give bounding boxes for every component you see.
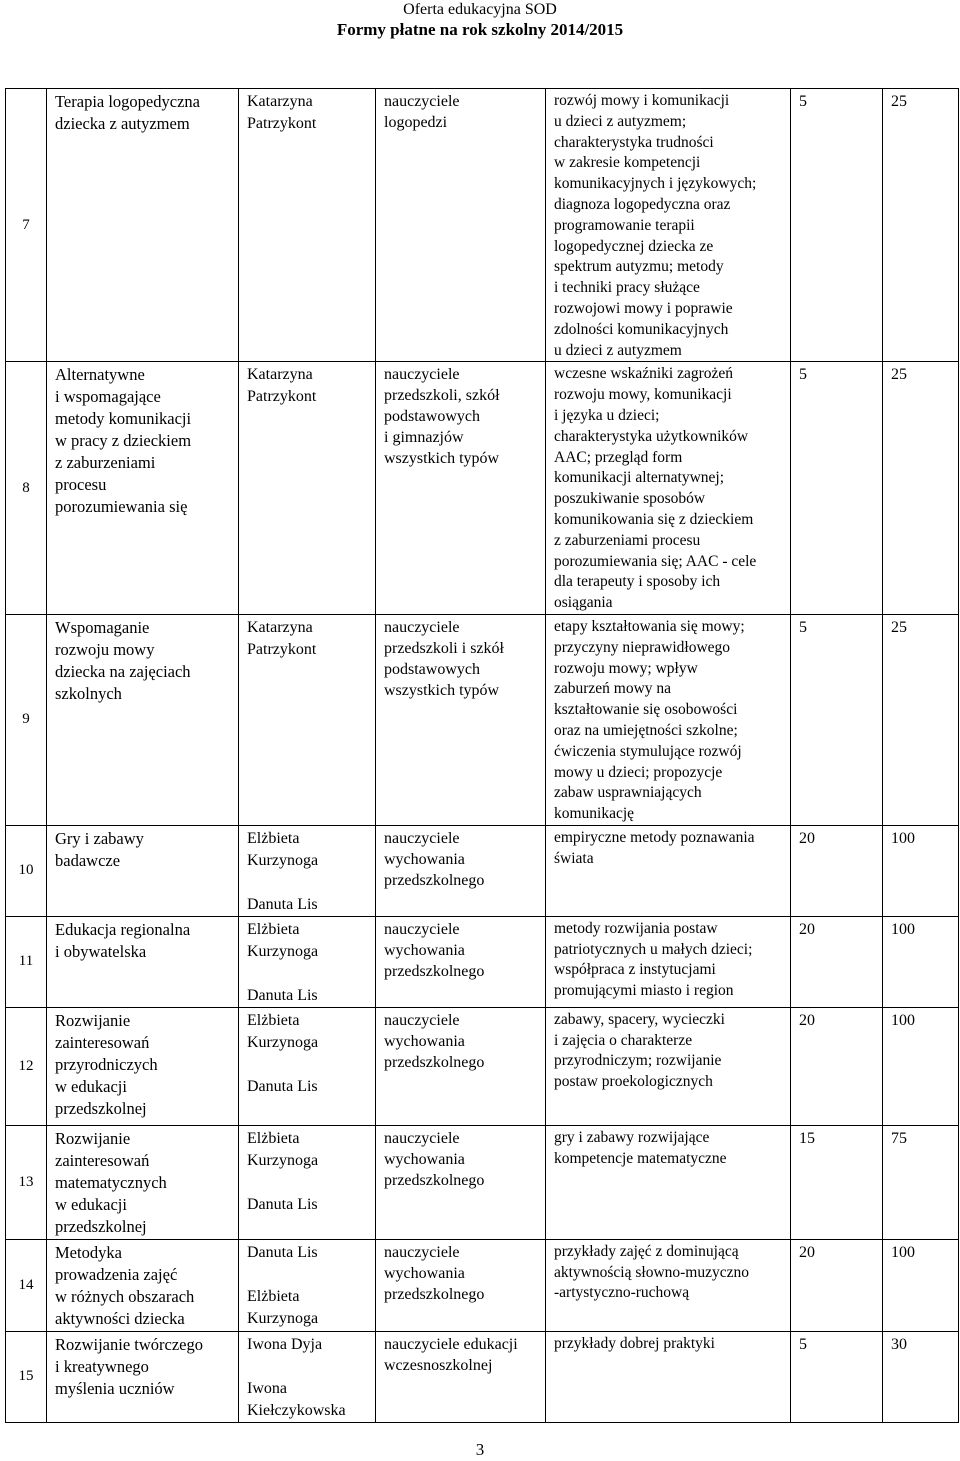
- course-title: [47, 916, 239, 1007]
- author-line: Patrzykont: [247, 640, 317, 658]
- title-line: w edukacji: [55, 1194, 127, 1214]
- course-audience: [376, 1125, 546, 1239]
- audience-line: logopedzi: [384, 114, 448, 131]
- description-line: kształtowanie się osobowości: [554, 701, 738, 719]
- description-line: spektrum autyzmu; metody: [554, 258, 724, 276]
- author-line: Patrzykont: [247, 115, 317, 132]
- author-line: Elżbieta: [247, 829, 300, 847]
- course-title: [47, 362, 239, 615]
- course-description: [546, 614, 791, 825]
- description-line: etapy kształtowania się mowy;: [554, 617, 745, 635]
- description-line: -artystyczno-ruchową: [554, 1284, 690, 1302]
- page-header: [0, 0, 960, 40]
- course-title: [47, 825, 239, 916]
- description-line: ćwiczenia stymulujące rozwój: [554, 742, 742, 760]
- description-line: współpraca z instytucjami: [554, 961, 716, 979]
- title-line: przedszkolnej: [55, 1216, 147, 1236]
- page-number: 3: [475, 1440, 485, 1459]
- audience-line: nauczyciele: [384, 1011, 460, 1029]
- table-row: [6, 825, 959, 916]
- description-line: rozwoju mowy; wpływ: [554, 659, 698, 677]
- row-number: 8: [6, 362, 47, 615]
- course-participants: 25: [883, 362, 959, 615]
- course-hours: 5: [791, 1331, 883, 1422]
- audience-line: nauczyciele edukacji: [384, 1335, 518, 1353]
- description-line: w zakresie kompetencji: [554, 154, 701, 172]
- description-line: i techniki pracy służące: [554, 279, 700, 297]
- header-subtitle: Formy płatne na rok szkolny 2014/2015: [336, 20, 624, 39]
- description-line: wczesne wskaźniki zagrożeń: [554, 365, 734, 383]
- author-line: Elżbieta: [247, 1129, 300, 1147]
- title-line: zainteresowań: [55, 1150, 150, 1170]
- audience-line: wychowania: [384, 941, 465, 959]
- course-authors: [239, 1125, 376, 1239]
- description-line: empiryczne metody poznawania: [554, 828, 755, 846]
- course-participants: 30: [883, 1331, 959, 1422]
- course-description: [546, 362, 791, 615]
- author-line: Danuta Lis: [247, 895, 318, 913]
- course-authors: [239, 1331, 376, 1422]
- title-line: i obywatelska: [55, 941, 147, 961]
- description-line: logopedycznej dziecka ze: [554, 237, 714, 255]
- author-gap: [247, 1356, 369, 1378]
- author-line: Elżbieta: [247, 1011, 300, 1029]
- row-number: 12: [6, 1007, 47, 1125]
- audience-line: podstawowych: [384, 408, 480, 426]
- course-authors: [239, 916, 376, 1007]
- title-line: szkolnych: [55, 683, 122, 703]
- description-line: rozwoju mowy, komunikacji: [554, 386, 732, 404]
- table-row: [6, 1007, 959, 1125]
- description-line: i zajęcia o charakterze: [554, 1031, 693, 1049]
- course-hours: 20: [791, 1007, 883, 1125]
- author-line: Kurzynoga: [247, 942, 319, 960]
- course-audience: [376, 1239, 546, 1331]
- table-row: [6, 1125, 959, 1239]
- course-title: [47, 614, 239, 825]
- author-line: Danuta Lis: [247, 1077, 318, 1095]
- audience-line: nauczyciele: [384, 366, 460, 384]
- author-line: Katarzyna: [247, 93, 313, 110]
- audience-line: wychowania: [384, 1032, 465, 1050]
- audience-line: wychowania: [384, 1150, 465, 1168]
- description-line: u dzieci z autyzmem: [554, 341, 682, 359]
- description-line: zabaw usprawniających: [554, 784, 702, 802]
- course-authors: [239, 825, 376, 916]
- author-line: Danuta Lis: [247, 986, 318, 1004]
- course-description: [546, 1125, 791, 1239]
- description-line: zaburzeń mowy na: [554, 680, 672, 698]
- table-row: [6, 89, 959, 362]
- title-line: Gry i zabawy: [55, 828, 144, 848]
- title-line: matematycznych: [55, 1172, 167, 1192]
- course-description: [546, 1007, 791, 1125]
- course-hours: 15: [791, 1125, 883, 1239]
- course-authors: [239, 1007, 376, 1125]
- description-line: postaw proekologicznych: [554, 1073, 713, 1091]
- audience-line: wychowania: [384, 850, 465, 868]
- course-title: [47, 1331, 239, 1422]
- course-description: [546, 916, 791, 1007]
- title-line: Rozwijanie: [55, 1128, 131, 1148]
- description-line: komunikacyjnych i językowych;: [554, 175, 757, 193]
- description-line: charakterystyka trudności: [554, 133, 714, 151]
- course-participants: 25: [883, 89, 959, 362]
- author-line: Kurzynoga: [247, 1151, 319, 1169]
- author-line: Kiełczykowska: [247, 1401, 346, 1419]
- title-line: zainteresowań: [55, 1032, 150, 1052]
- course-audience: [376, 916, 546, 1007]
- description-line: patriotycznych u małych dzieci;: [554, 940, 753, 958]
- description-line: programowanie terapii: [554, 216, 695, 234]
- audience-line: nauczyciele: [384, 618, 460, 636]
- description-line: i języka u dzieci;: [554, 406, 660, 424]
- course-description: [546, 1239, 791, 1331]
- title-line: prowadzenia zajęć: [55, 1264, 178, 1284]
- course-audience: [376, 614, 546, 825]
- audience-line: przedszkoli, szkół: [384, 387, 500, 405]
- table-row: [6, 1331, 959, 1422]
- audience-line: przedszkolnego: [384, 962, 485, 980]
- title-line: w pracy z dzieckiem: [55, 431, 192, 451]
- title-line: z zaburzeniami: [55, 453, 156, 473]
- title-line: Terapia logopedyczna: [55, 92, 200, 111]
- audience-line: przedszkolnego: [384, 1285, 485, 1303]
- title-line: dziecka z autyzmem: [55, 114, 190, 133]
- course-description: [546, 89, 791, 362]
- description-line: komunikację: [554, 805, 635, 823]
- description-line: zdolności komunikacyjnych: [554, 320, 729, 338]
- audience-line: nauczyciele: [384, 1129, 460, 1147]
- course-audience: [376, 825, 546, 916]
- audience-line: przedszkolnego: [384, 1171, 485, 1189]
- description-line: porozumiewania się; AAC - cele: [554, 552, 757, 570]
- title-line: Alternatywne: [55, 365, 145, 385]
- title-line: myślenia uczniów: [55, 1378, 175, 1398]
- description-line: przyczyny nieprawidłowego: [554, 638, 731, 656]
- author-line: Elżbieta: [247, 920, 300, 938]
- course-participants: 100: [883, 916, 959, 1007]
- description-line: komunikacji alternatywnej;: [554, 469, 725, 487]
- author-gap: [247, 1054, 369, 1076]
- course-hours: 20: [791, 916, 883, 1007]
- author-line: Iwona Dyja: [247, 1335, 323, 1353]
- audience-line: nauczyciele: [384, 920, 460, 938]
- title-line: badawcze: [55, 850, 121, 870]
- description-line: kompetencje matematyczne: [554, 1149, 727, 1167]
- description-line: charakterystyka użytkowników: [554, 427, 749, 445]
- description-line: komunikowania się z dzieckiem: [554, 510, 754, 528]
- row-number: 9: [6, 614, 47, 825]
- row-number: 14: [6, 1239, 47, 1331]
- description-line: rozwojowi mowy i poprawie: [554, 299, 733, 317]
- description-line: poszukiwanie sposobów: [554, 490, 706, 508]
- course-hours: 20: [791, 825, 883, 916]
- course-authors: [239, 362, 376, 615]
- row-number: 11: [6, 916, 47, 1007]
- title-line: dziecka na zajęciach: [55, 661, 191, 681]
- table-row: [6, 614, 959, 825]
- author-gap: [247, 963, 369, 985]
- author-gap: [247, 1172, 369, 1194]
- title-line: w edukacji: [55, 1076, 127, 1096]
- audience-line: wszystkich typów: [384, 681, 500, 699]
- title-line: rozwoju mowy: [55, 639, 155, 659]
- table-row: [6, 362, 959, 615]
- course-audience: [376, 1007, 546, 1125]
- author-gap: [247, 1264, 369, 1286]
- description-line: u dzieci z autyzmem;: [554, 112, 687, 130]
- title-line: przedszkolnej: [55, 1098, 147, 1118]
- author-line: Elżbieta: [247, 1287, 300, 1305]
- table-row: [6, 916, 959, 1007]
- description-line: metody rozwijania postaw: [554, 919, 718, 937]
- audience-line: przedszkoli i szkół: [384, 639, 504, 657]
- author-gap: [247, 872, 369, 894]
- course-authors: [239, 89, 376, 362]
- audience-line: nauczyciele: [384, 829, 460, 847]
- courses-table: [5, 88, 959, 1423]
- description-line: promującymi miasto i region: [554, 982, 734, 1000]
- description-line: z zaburzeniami procesu: [554, 531, 701, 549]
- row-number: 10: [6, 825, 47, 916]
- title-line: Edukacja regionalna: [55, 919, 191, 939]
- course-title: [47, 89, 239, 362]
- author-line: Katarzyna: [247, 366, 313, 384]
- title-line: aktywności dziecka: [55, 1308, 185, 1328]
- course-description: [546, 1331, 791, 1422]
- description-line: oraz na umiejętności szkolne;: [554, 721, 738, 739]
- course-participants: 100: [883, 1239, 959, 1331]
- description-line: aktywnością słowno-muzyczno: [554, 1263, 749, 1281]
- header-title: Oferta edukacyjna SOD: [403, 1, 557, 18]
- course-audience: [376, 89, 546, 362]
- course-participants: 75: [883, 1125, 959, 1239]
- audience-line: nauczyciele: [384, 93, 460, 110]
- course-audience: [376, 362, 546, 615]
- audience-line: wczesnoszkolnej: [384, 1356, 493, 1374]
- title-line: Metodyka: [55, 1242, 122, 1262]
- course-participants: 100: [883, 1007, 959, 1125]
- course-title: [47, 1239, 239, 1331]
- author-line: Kurzynoga: [247, 1033, 319, 1051]
- description-line: osiągania: [554, 594, 613, 612]
- title-line: procesu: [55, 475, 107, 495]
- title-line: metody komunikacji: [55, 409, 192, 429]
- audience-line: przedszkolnego: [384, 871, 485, 889]
- course-hours: 5: [791, 614, 883, 825]
- course-title: [47, 1007, 239, 1125]
- author-line: Kurzynoga: [247, 851, 319, 869]
- description-line: AAC; przegląd form: [554, 448, 683, 466]
- description-line: dla terapeuty i sposoby ich: [554, 573, 721, 591]
- row-number: 7: [6, 89, 47, 362]
- title-line: Wspomaganie: [55, 617, 150, 637]
- author-line: Danuta Lis: [247, 1243, 318, 1261]
- title-line: i wspomagające: [55, 387, 161, 407]
- row-number: 15: [6, 1331, 47, 1422]
- title-line: Rozwijanie twórczego: [55, 1334, 203, 1354]
- title-line: przyrodniczych: [55, 1054, 158, 1074]
- author-line: Kurzynoga: [247, 1309, 319, 1327]
- author-line: Katarzyna: [247, 618, 313, 636]
- description-line: przyrodniczym; rozwijanie: [554, 1052, 722, 1070]
- description-line: diagnoza logopedyczna oraz: [554, 195, 731, 213]
- audience-line: wychowania: [384, 1264, 465, 1282]
- course-authors: [239, 614, 376, 825]
- course-title: [47, 1125, 239, 1239]
- description-line: świata: [554, 849, 594, 867]
- course-hours: 5: [791, 362, 883, 615]
- audience-line: i gimnazjów: [384, 429, 464, 447]
- course-description: [546, 825, 791, 916]
- table-row: [6, 1239, 959, 1331]
- author-line: Patrzykont: [247, 388, 317, 406]
- course-audience: [376, 1331, 546, 1422]
- description-line: przykłady dobrej praktyki: [554, 1334, 715, 1352]
- title-line: Rozwijanie: [55, 1010, 131, 1030]
- description-line: rozwój mowy i komunikacji: [554, 92, 730, 109]
- description-line: mowy u dzieci; propozycje: [554, 763, 723, 781]
- title-line: w różnych obszarach: [55, 1286, 195, 1306]
- author-line: Iwona: [247, 1379, 287, 1397]
- course-participants: 25: [883, 614, 959, 825]
- description-line: gry i zabawy rozwijające: [554, 1128, 710, 1146]
- audience-line: podstawowych: [384, 660, 480, 678]
- course-hours: 20: [791, 1239, 883, 1331]
- audience-line: nauczyciele: [384, 1243, 460, 1261]
- author-line: Danuta Lis: [247, 1195, 318, 1213]
- course-hours: 5: [791, 89, 883, 362]
- row-number: 13: [6, 1125, 47, 1239]
- course-participants: 100: [883, 825, 959, 916]
- audience-line: wszystkich typów: [384, 450, 500, 468]
- description-line: zabawy, spacery, wycieczki: [554, 1010, 725, 1028]
- course-authors: [239, 1239, 376, 1331]
- title-line: porozumiewania się: [55, 497, 188, 517]
- audience-line: przedszkolnego: [384, 1053, 485, 1071]
- description-line: przykłady zajęć z dominującą: [554, 1242, 739, 1260]
- title-line: i kreatywnego: [55, 1356, 149, 1376]
